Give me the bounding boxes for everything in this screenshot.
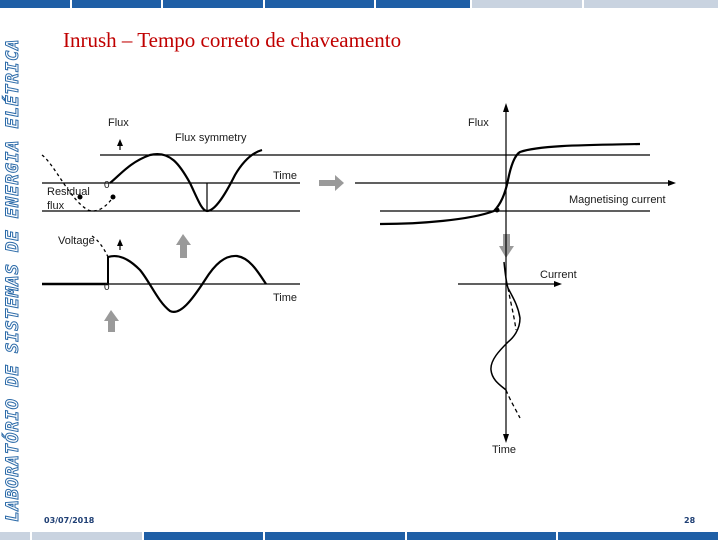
right-flux-label: Flux	[468, 117, 489, 129]
page-number: 28	[684, 516, 696, 525]
zero-label-2: 0	[104, 282, 110, 293]
operating-point	[495, 208, 500, 213]
up-arrow-icon	[104, 310, 119, 332]
magnetising-current-label: Magnetising current	[569, 194, 666, 206]
flux-waveform	[110, 150, 262, 211]
zero-label-1: 0	[104, 180, 110, 191]
up-arrow-icon	[176, 234, 191, 258]
sidebar-lab-name: LABORATÓRIO DE SISTEMAS DE ENERGIA ELÉTRICA	[3, 38, 23, 522]
right-time-label: Time	[492, 444, 517, 456]
inrush-current-dashed-lower	[506, 390, 520, 418]
right-flux-arrowhead	[503, 103, 509, 112]
left-flux-label: Flux	[108, 117, 129, 129]
right-arrow-icon	[319, 175, 344, 191]
bottom-decorative-bar	[0, 528, 720, 540]
slide-title: Inrush – Tempo correto de chaveamento	[63, 28, 402, 52]
left-time-label-2: Time	[273, 292, 298, 304]
voltage-axis-arrowhead	[117, 239, 123, 246]
magnetising-curve	[380, 144, 640, 224]
current-label: Current	[540, 269, 577, 281]
footer-date: 03/07/2018	[44, 516, 95, 525]
flux-symmetry-label: Flux symmetry	[175, 132, 247, 144]
right-time-arrowhead	[503, 434, 509, 443]
flux-axis-arrowhead	[117, 139, 123, 146]
left-time-label-1: Time	[273, 170, 298, 182]
residual-flux-point	[111, 195, 116, 200]
residual-flux-label-line2: flux	[47, 200, 65, 212]
voltage-label: Voltage	[58, 235, 95, 247]
residual-flux-label-line1: Residual	[47, 186, 90, 198]
